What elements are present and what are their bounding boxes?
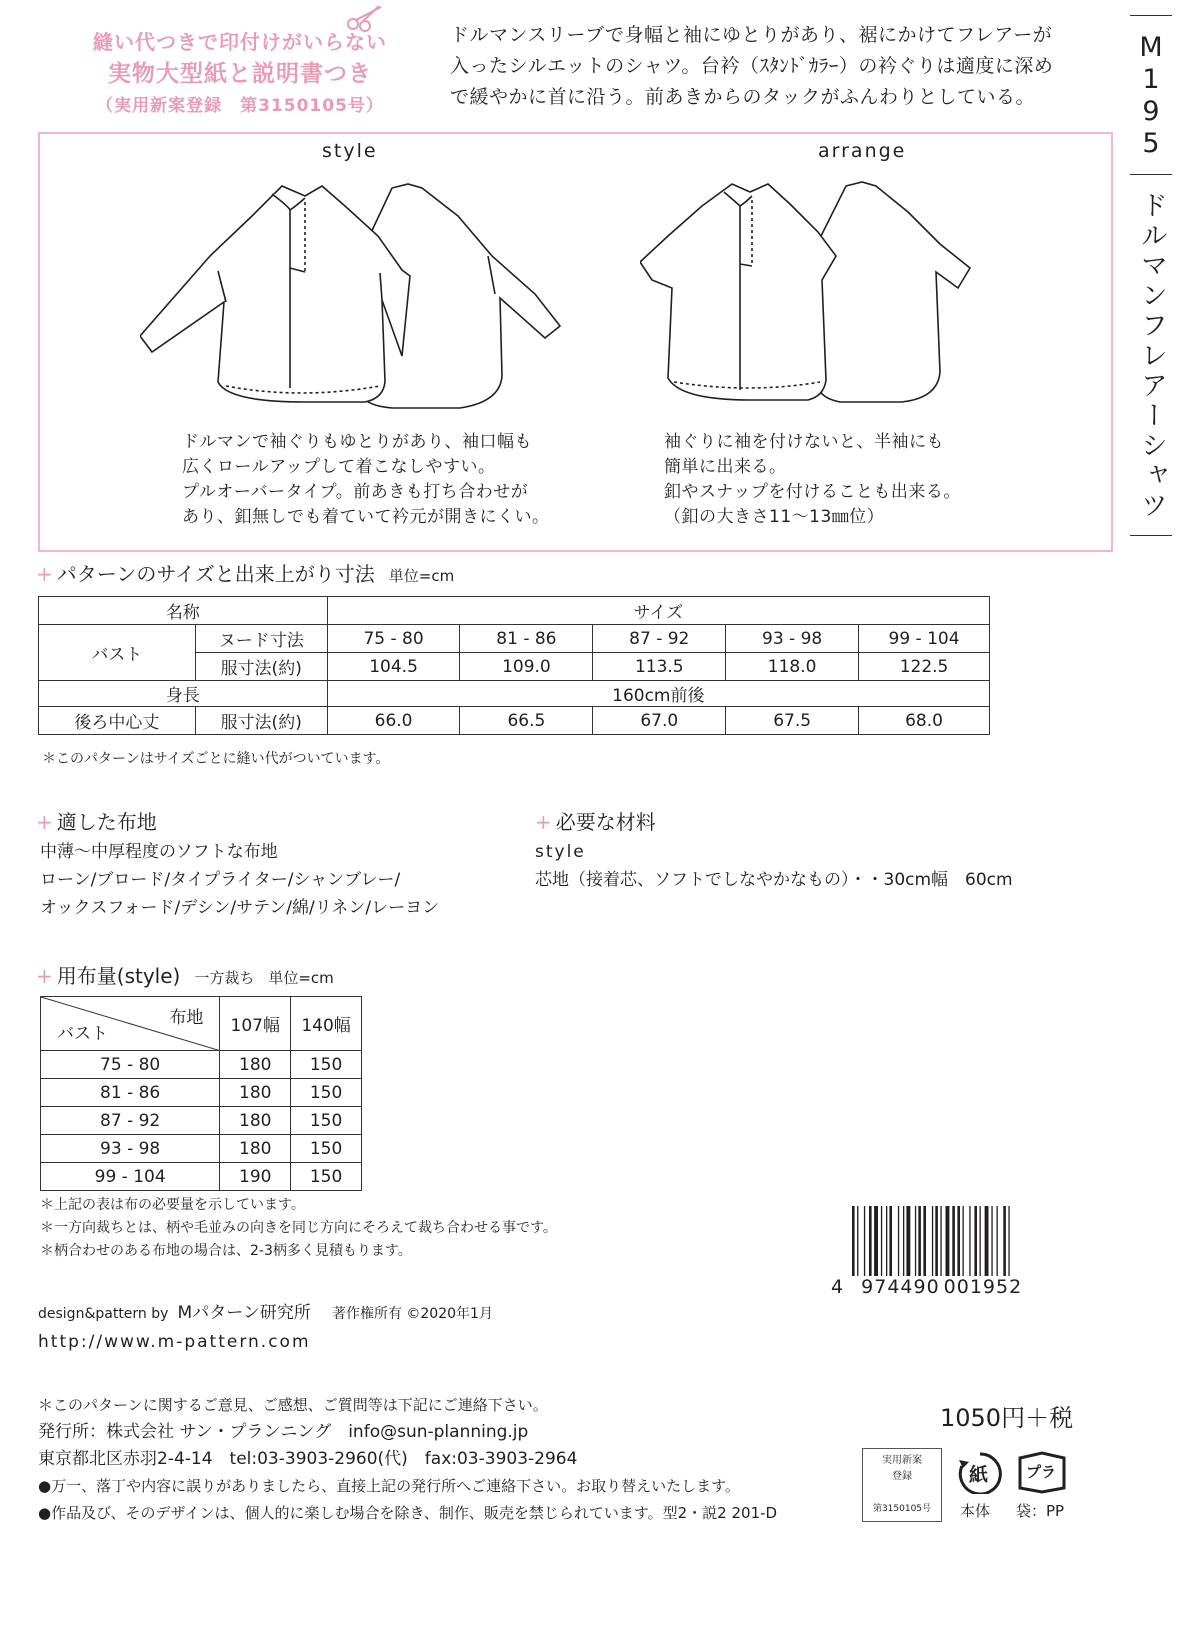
row-140: 150 [291,1107,362,1135]
nude-label: ヌード寸法 [195,625,327,653]
code-char: 9 [1142,96,1160,127]
style-description [182,430,550,530]
back-label: 後ろ中心丈 [39,707,196,735]
note-line: ＊一方向裁ちとは、柄や毛並みの向きを同じ方向にそろえて裁ち合わせる事です。 [40,1220,557,1236]
design-prefix: design&pattern by [38,1306,169,1322]
pattern-name: ドルマンフレアーシャツ [1136,191,1167,521]
credits [38,1298,493,1323]
bust-label: バスト [39,625,196,681]
section-title-text: 用布量(style) [56,964,181,988]
side-label [1130,15,1172,536]
desc-line: あり、釦無しでも着ていて衿元が開きにくい。 [182,507,550,527]
paper-label: 本体 [960,1502,991,1520]
materials-sub: style [535,842,586,862]
desc-line: 釦やスナップを付けることも出来る。 [664,482,961,502]
code-char: M [1139,32,1163,63]
row-size: 87 - 92 [41,1107,220,1135]
row-140: 150 [291,1163,362,1191]
patent-mark [862,1448,942,1522]
barcode-lead: 4 [831,1276,845,1298]
header-name: 名称 [39,597,328,625]
section-title-text: 必要な材料 [555,810,656,834]
header-size: サイズ [327,597,989,625]
row-107: 180 [220,1051,291,1079]
header-bust: バスト [57,1024,108,1044]
row-size: 93 - 98 [41,1135,220,1163]
row-107: 190 [220,1163,291,1191]
desc-line: ドルマンで袖ぐりもゆとりがあり、袖口幅も [182,432,532,452]
garment-label: 服寸法(約) [195,653,327,681]
desc-line: 広くロールアップして着こなしやすい。 [182,457,496,477]
materials-title: + 必要な材料 [535,810,656,834]
barcode-group2: 001952 [943,1276,1023,1298]
row-107: 180 [220,1079,291,1107]
desc-line: 袖ぐりに袖を付けないと、半袖にも [664,432,944,452]
style-label: style [322,140,378,162]
website-link[interactable]: http://www.m-pattern.com [38,1332,311,1352]
fabric-title: + 適した布地 [36,810,157,834]
garment-label: 服寸法(約) [195,707,327,735]
row-size: 81 - 86 [41,1079,220,1107]
size-cell: 99 - 104 [859,625,990,653]
plastic-text: プラ [1026,1463,1057,1481]
patent-line3: 第3150105号 [872,1504,932,1514]
arrange-label: arrange [818,140,907,162]
bust-garment-cell: 104.5 [327,653,460,681]
barcode [850,1206,1060,1278]
arrange-illustration [640,176,990,416]
yardage-title: + 用布量(style) 一方裁ち 単位=cm [36,964,334,988]
paper-recycle-icon [955,1450,1005,1494]
bust-garment-cell: 109.0 [460,653,593,681]
arrange-description [664,430,961,530]
patent-line2: 登録 [892,1471,912,1482]
size-cell: 87 - 92 [593,625,726,653]
barcode-digits [831,1276,1022,1298]
materials-line: 芯地（接着芯、ソフトでしなやかなもの）・・30cm幅 60cm [535,870,1013,890]
pattern-code [1130,16,1172,174]
row-107: 180 [220,1135,291,1163]
intro-text [450,20,1100,113]
bust-garment-cell: 122.5 [859,653,990,681]
footer-line: ●万一、落丁や内容に誤りがありましたら、直接上記の発行所へご連絡下さい。お取り替えいたします。 [38,1477,740,1495]
desc-line: プルオーバータイプ。前あきも打ち合わせが [182,482,529,502]
back-garment-cell: 66.5 [460,707,593,735]
fabric-line: オックスフォード/デシン/サテン/綿/リネン/レーヨン [40,898,440,918]
row-140: 150 [291,1135,362,1163]
size-note: ＊このパターンはサイズごとに縫い代がついています。 [42,751,390,767]
diagonal-header-cell [41,997,220,1051]
row-140: 150 [291,1051,362,1079]
price: 1050円＋税 [940,1404,1074,1432]
style-illustration [140,176,580,426]
paper-text: 紙 [969,1464,989,1486]
footer-line: ●作品及び、そのデザインは、個人的に楽しむ場合を除き、制作、販売を禁じられています。型2・説2 201-D [38,1504,778,1522]
badge-line2: 実物大型紙と説明書つき [108,61,372,87]
desc-line: （釦の大きさ11～13㎜位） [664,507,885,527]
fabric-line: 中薄～中厚程度のソフトな布地 [40,842,278,862]
size-cell: 81 - 86 [460,625,593,653]
intro-line: ドルマンスリーブで身幅と袖にゆとりがあり、裾にかけてフレアーが [450,24,1053,46]
header-140: 140幅 [291,997,362,1051]
patent-line1: 実用新案 [882,1455,922,1466]
height-value: 160cm前後 [327,681,989,707]
back-garment-cell: 67.5 [726,707,859,735]
footer [38,1392,777,1527]
note-line: ＊上記の表は布の必要量を示しています。 [40,1197,305,1213]
code-char: 1 [1142,64,1160,95]
header-107: 107幅 [220,997,291,1051]
footer-line: 東京都北区赤羽2-4-14 tel:03-3903-2960(代) fax:03-3903-2964 [38,1449,578,1469]
row-size: 99 - 104 [41,1163,220,1191]
plastic-recycle-icon [1016,1450,1068,1494]
badge-line1: 縫い代つきで印付けがいらない [93,30,387,54]
back-garment-cell: 67.0 [593,707,726,735]
design-name: Mパターン研究所 [177,1303,311,1323]
code-char: 5 [1142,128,1160,159]
fabric-line: ローン/ブロード/タイプライター/シャンブレー/ [40,870,401,890]
barcode-group1: 974490 [861,1276,940,1298]
section-title-text: 適した布地 [56,810,157,834]
fabric-list [40,838,439,922]
plastic-label: 袋：PP [1016,1502,1065,1520]
size-cell: 93 - 98 [726,625,859,653]
row-140: 150 [291,1079,362,1107]
yardage-sub1: 一方裁ち [194,969,255,987]
row-107: 180 [220,1107,291,1135]
desc-line: 簡単に出来る。 [664,457,787,477]
header-badge [70,26,410,122]
back-garment-cell: 66.0 [327,707,460,735]
size-table [38,596,990,735]
footer-line: ＊このパターンに関するご意見、ご感想、ご質問等は下記にご連絡下さい。 [38,1396,548,1414]
header-fabric: 布地 [169,1008,204,1028]
bust-garment-cell: 113.5 [593,653,726,681]
intro-line: 入ったシルエットのシャツ。台衿（ｽﾀﾝﾄﾞｶﾗｰ）の衿ぐりは適度に深め [450,55,1054,77]
badge-line3: （実用新案登録 第3150105号） [96,96,384,116]
copyright: 著作権所有 ©2020年1月 [331,1306,493,1322]
yardage-notes [40,1194,557,1263]
size-section-title: + パターンのサイズと出来上がり寸法 単位=cm [36,562,455,586]
back-garment-cell: 68.0 [859,707,990,735]
section-title-text: パターンのサイズと出来上がり寸法 [56,562,375,586]
size-cell: 75 - 80 [327,625,460,653]
row-size: 75 - 80 [41,1051,220,1079]
note-line: ＊柄合わせのある布地の場合は、2-3柄多く見積もります。 [40,1243,412,1259]
intro-line: で緩やかに首に沿う。前あきからのタックがふんわりとしている。 [450,86,1036,108]
yardage-sub2: 単位=cm [268,969,334,987]
unit-text: 単位=cm [388,567,455,585]
height-label: 身長 [39,681,328,707]
yardage-table [40,996,362,1191]
footer-line: 発行所：株式会社 サン・プランニング info@sun-planning.jp [38,1422,529,1442]
bust-garment-cell: 118.0 [726,653,859,681]
